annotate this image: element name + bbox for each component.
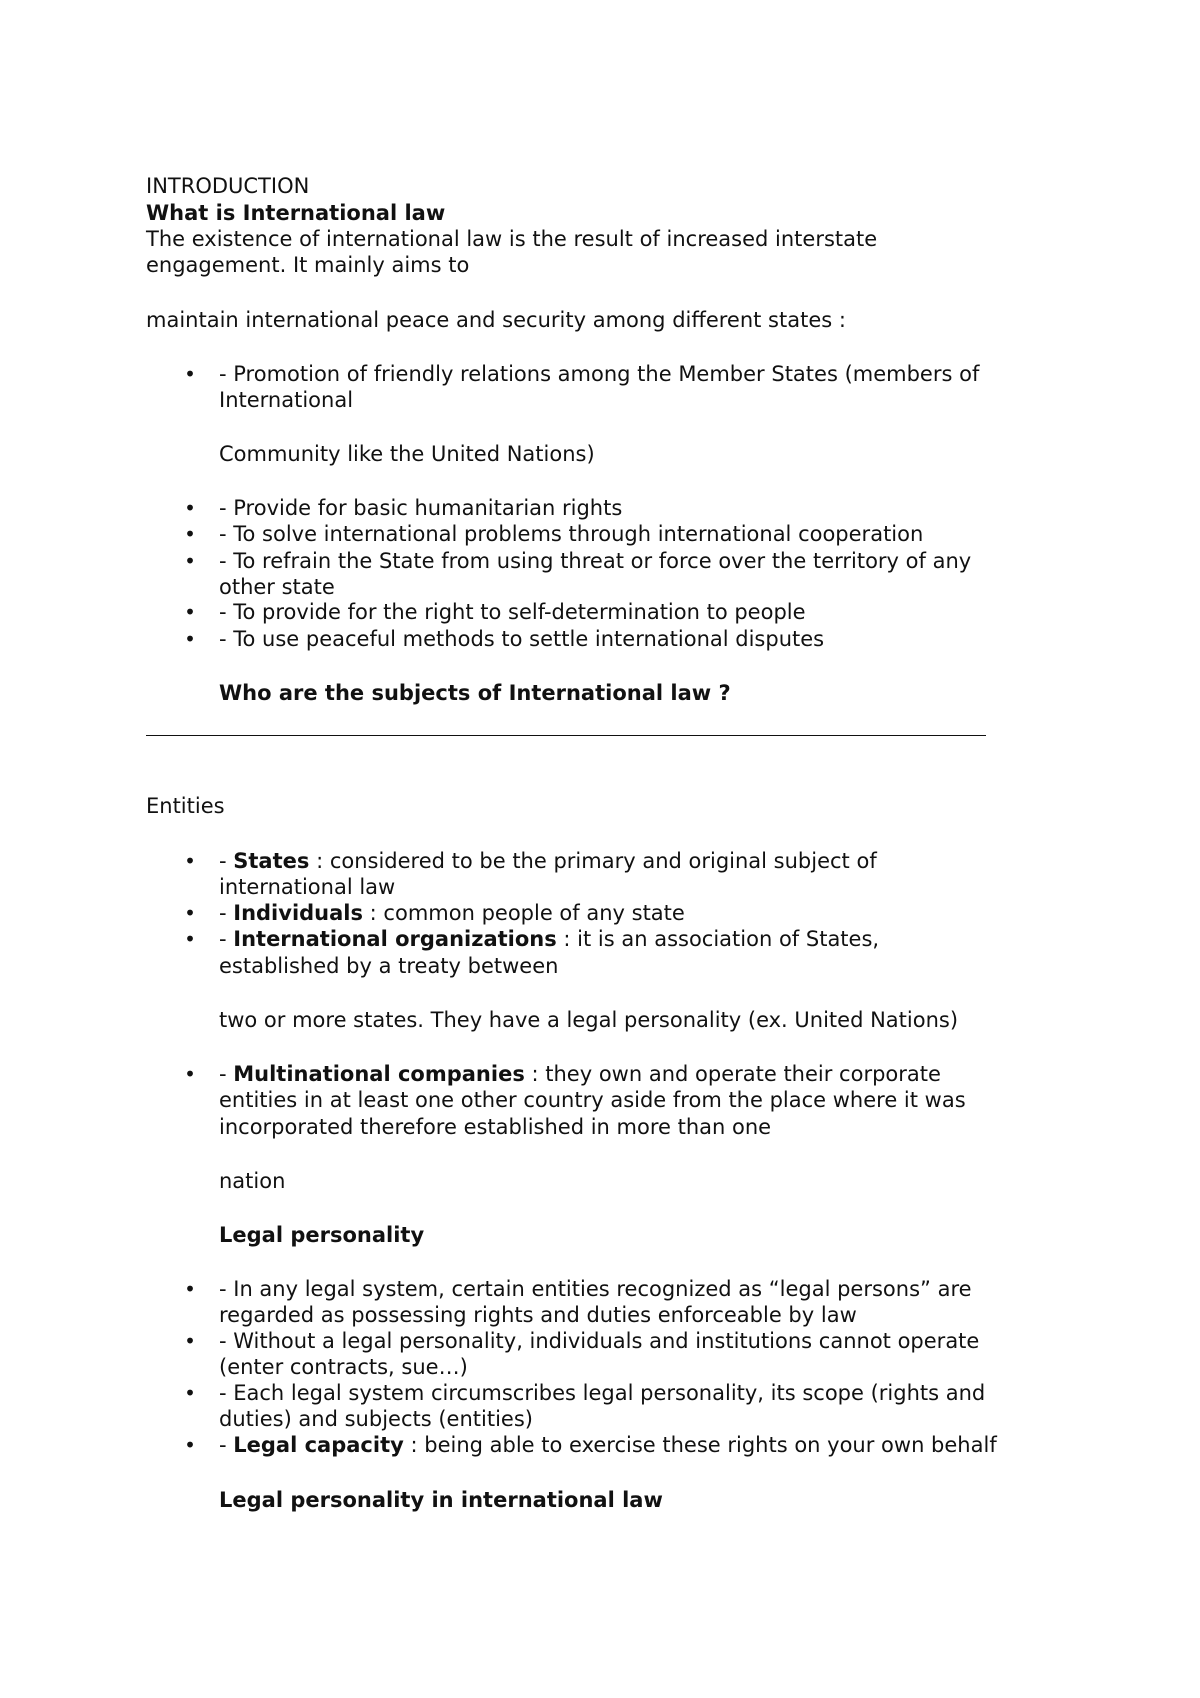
legal-capacity: - Legal capacity : being able to exercise these rights on your own behalf [219, 1433, 997, 1457]
entity-multinational-line-2: entities in at least one other country aside from the place where it was [219, 1088, 966, 1112]
bullet-icon: • [184, 627, 196, 651]
aim-4-line-2: other state [219, 575, 335, 599]
aim-6: - To use peaceful methods to settle international disputes [219, 627, 825, 651]
intro-line-1: The existence of international law is the result of increased interstate [146, 227, 878, 251]
bullet-icon: • [184, 1062, 196, 1086]
document-title: What is International law [146, 201, 446, 225]
legal-personality-1-line-2: regarded as possessing rights and duties enforceable by law [219, 1303, 857, 1327]
legal-personality-2-line-1: - Without a legal personality, individuals and institutions cannot operate [219, 1329, 980, 1353]
aim-2: - Provide for basic humanitarian rights [219, 496, 623, 520]
entity-states-line-2: international law [219, 875, 396, 899]
entity-organizations-line-2: established by a treaty between [219, 954, 559, 978]
bullet-icon: • [184, 927, 196, 951]
aim-1-line-2: International [219, 388, 354, 412]
bullet-icon: • [184, 362, 196, 386]
entity-multinational-continuation: nation [219, 1169, 286, 1193]
entity-organizations-continuation: two or more states. They have a legal personality (ex. United Nations) [219, 1008, 959, 1032]
legal-personality-1-line-1: - In any legal system, certain entities recognized as “legal persons” are [219, 1277, 972, 1301]
aim-4-line-1: - To refrain the State from using threat or force over the territory of any [219, 549, 972, 573]
bullet-icon: • [184, 496, 196, 520]
entity-multinational-line-3: incorporated therefore established in more than one [219, 1115, 772, 1139]
bullet-icon: • [184, 1381, 196, 1405]
bullet-icon: • [184, 600, 196, 624]
subjects-heading: Who are the subjects of International law ? [219, 681, 731, 705]
legal-personality-intl-heading: Legal personality in international law [219, 1488, 663, 1512]
aim-1-line-1: - Promotion of friendly relations among the Member States (members of [219, 362, 980, 386]
bullet-icon: • [184, 901, 196, 925]
legal-personality-3-line-1: - Each legal system circumscribes legal personality, its scope (rights and [219, 1381, 986, 1405]
intro-line-3: maintain international peace and security among different states : [146, 308, 846, 332]
section-heading: INTRODUCTION [146, 174, 310, 198]
bullet-icon: • [184, 849, 196, 873]
aim-3: - To solve international problems through international cooperation [219, 522, 924, 546]
entity-organizations: - International organizations : it is an association of States, [219, 927, 880, 951]
intro-line-2: engagement. It mainly aims to [146, 253, 470, 277]
entity-multinational: - Multinational companies : they own and operate their corporate [219, 1062, 941, 1086]
bullet-icon: • [184, 1277, 196, 1301]
bullet-icon: • [184, 1329, 196, 1353]
entity-individuals: - Individuals : common people of any state [219, 901, 685, 925]
bullet-icon: • [184, 522, 196, 546]
horizontal-rule [146, 735, 986, 736]
entities-label: Entities [146, 794, 225, 818]
legal-personality-heading: Legal personality [219, 1223, 425, 1247]
aim-1-continuation: Community like the United Nations) [219, 442, 595, 466]
legal-personality-2-line-2: (enter contracts, sue…) [219, 1355, 468, 1379]
legal-personality-3-line-2: duties) and subjects (entities) [219, 1407, 533, 1431]
entity-states: - States : considered to be the primary and original subject of [219, 849, 877, 873]
bullet-icon: • [184, 549, 196, 573]
bullet-icon: • [184, 1433, 196, 1457]
aim-5: - To provide for the right to self-determination to people [219, 600, 806, 624]
